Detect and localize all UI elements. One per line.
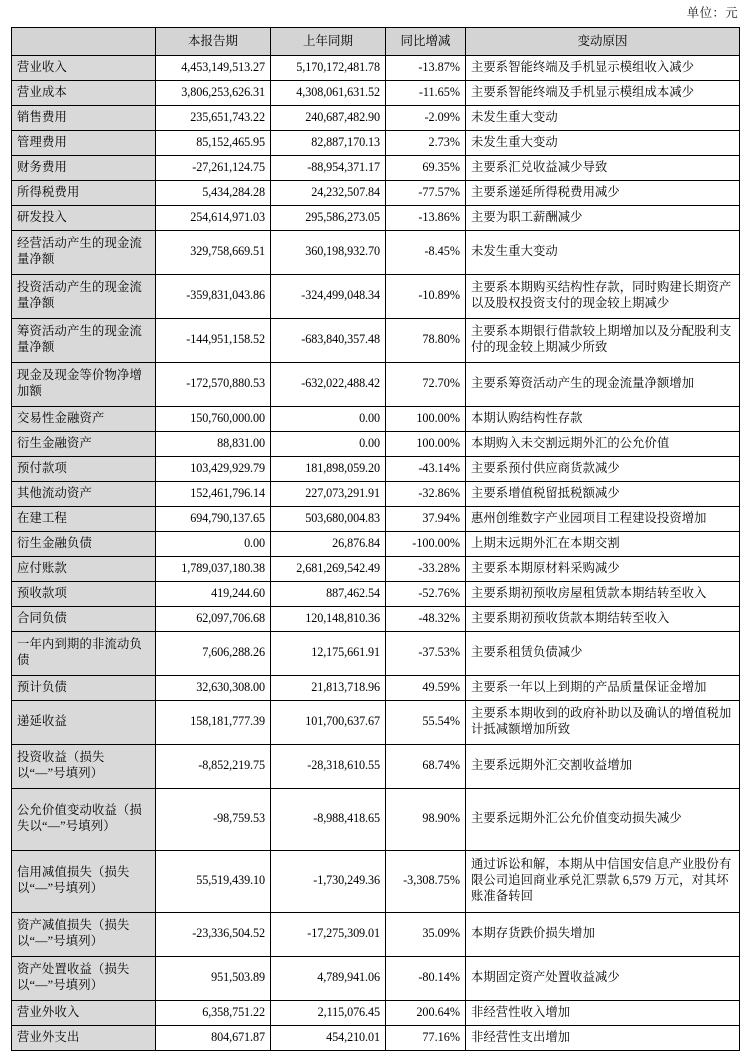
table-row — [12, 275, 740, 319]
cell-current-period: -172,570,880.53 — [156, 363, 271, 407]
cell-current-period: 62,097,706.68 — [156, 607, 271, 632]
cell-reason: 主要系远期外汇公允价值变动损失减少 — [466, 789, 740, 851]
row-label: 预付款项 — [12, 457, 156, 482]
cell-reason: 本期购入未交割远期外汇的公允价值 — [466, 432, 740, 457]
cell-current-period: 150,760,000.00 — [156, 407, 271, 432]
table-row — [12, 607, 740, 632]
row-label: 经营活动产生的现金流量净额 — [12, 231, 156, 275]
cell-reason: 主要系智能终端及手机显示模组收入减少 — [466, 56, 740, 81]
cell-reason: 主要系本期购买结构性存款，同时购建长期资产以及股权投资支付的现金较上期减少 — [466, 275, 740, 319]
cell-current-period: 32,630,308.00 — [156, 676, 271, 701]
cell-current-period: 5,434,284.28 — [156, 181, 271, 206]
cell-change-pct: -80.14% — [386, 957, 466, 1001]
table-row — [12, 557, 740, 582]
cell-change-pct: -11.65% — [386, 81, 466, 106]
table-row — [12, 701, 740, 745]
cell-current-period: 6,358,751.22 — [156, 1001, 271, 1026]
cell-prior-period: -632,022,488.42 — [271, 363, 386, 407]
table-row — [12, 457, 740, 482]
cell-change-pct: -77.57% — [386, 181, 466, 206]
table-header — [12, 28, 740, 56]
table-row — [12, 181, 740, 206]
cell-reason: 主要系远期外汇交割收益增加 — [466, 745, 740, 789]
cell-change-pct: -3,308.75% — [386, 851, 466, 913]
cell-prior-period: 181,898,059.20 — [271, 457, 386, 482]
cell-current-period: 88,831.00 — [156, 432, 271, 457]
cell-prior-period: 21,813,718.96 — [271, 676, 386, 701]
table-row — [12, 432, 740, 457]
table-row — [12, 676, 740, 701]
cell-change-pct: 72.70% — [386, 363, 466, 407]
financial-variance-table — [11, 27, 740, 1051]
table-row — [12, 106, 740, 131]
table-row — [12, 532, 740, 557]
cell-current-period: 158,181,777.39 — [156, 701, 271, 745]
cell-reason: 本期固定资产处置收益减少 — [466, 957, 740, 1001]
row-label: 资产减值损失（损失以“—”号填列） — [12, 913, 156, 957]
cell-prior-period: -8,988,418.65 — [271, 789, 386, 851]
cell-prior-period: 240,687,482.90 — [271, 106, 386, 131]
column-header-current-period: 本报告期 — [156, 28, 271, 56]
cell-change-pct: 68.74% — [386, 745, 466, 789]
row-label: 预计负债 — [12, 676, 156, 701]
cell-reason: 未发生重大变动 — [466, 106, 740, 131]
table-row — [12, 131, 740, 156]
cell-current-period: 85,152,465.95 — [156, 131, 271, 156]
cell-current-period: -144,951,158.52 — [156, 319, 271, 363]
cell-reason: 惠州创维数字产业园项目工程建设投资增加 — [466, 507, 740, 532]
cell-prior-period: 4,789,941.06 — [271, 957, 386, 1001]
cell-reason: 通过诉讼和解，本期从中信国安信息产业股份有限公司追回商业承兑汇票款 6,579 万元，对其坏账准备转回 — [466, 851, 740, 913]
cell-change-pct: 200.64% — [386, 1001, 466, 1026]
cell-change-pct: 98.90% — [386, 789, 466, 851]
cell-current-period: 804,671.87 — [156, 1026, 271, 1051]
cell-change-pct: -52.76% — [386, 582, 466, 607]
cell-prior-period: 295,586,273.05 — [271, 206, 386, 231]
cell-current-period: 694,790,137.65 — [156, 507, 271, 532]
cell-prior-period: 360,198,932.70 — [271, 231, 386, 275]
table-body — [12, 56, 740, 1051]
cell-reason: 非经营性支出增加 — [466, 1026, 740, 1051]
cell-reason: 非经营性收入增加 — [466, 1001, 740, 1026]
row-label: 衍生金融负债 — [12, 532, 156, 557]
cell-change-pct: -13.87% — [386, 56, 466, 81]
row-label: 合同负债 — [12, 607, 156, 632]
cell-prior-period: 101,700,637.67 — [271, 701, 386, 745]
cell-current-period: -27,261,124.75 — [156, 156, 271, 181]
column-header-reason: 变动原因 — [466, 28, 740, 56]
row-label: 研发投入 — [12, 206, 156, 231]
cell-reason: 主要系预付供应商货款减少 — [466, 457, 740, 482]
row-label: 在建工程 — [12, 507, 156, 532]
row-label: 销售费用 — [12, 106, 156, 131]
cell-current-period: 419,244.60 — [156, 582, 271, 607]
cell-prior-period: -28,318,610.55 — [271, 745, 386, 789]
cell-reason: 上期末远期外汇在本期交割 — [466, 532, 740, 557]
cell-reason: 未发生重大变动 — [466, 131, 740, 156]
cell-prior-period: 24,232,507.84 — [271, 181, 386, 206]
row-label: 预收款项 — [12, 582, 156, 607]
cell-current-period: 254,614,971.03 — [156, 206, 271, 231]
cell-change-pct: 77.16% — [386, 1026, 466, 1051]
table-row — [12, 482, 740, 507]
cell-reason: 主要系汇兑收益减少导致 — [466, 156, 740, 181]
row-label: 交易性金融资产 — [12, 407, 156, 432]
cell-current-period: -359,831,043.86 — [156, 275, 271, 319]
cell-prior-period: 26,876.84 — [271, 532, 386, 557]
cell-change-pct: 49.59% — [386, 676, 466, 701]
cell-reason: 主要系智能终端及手机显示模组成本减少 — [466, 81, 740, 106]
cell-prior-period: -17,275,309.01 — [271, 913, 386, 957]
cell-current-period: 329,758,669.51 — [156, 231, 271, 275]
cell-change-pct: -100.00% — [386, 532, 466, 557]
cell-reason: 主要系增值税留抵税额减少 — [466, 482, 740, 507]
table-row — [12, 582, 740, 607]
cell-prior-period: -683,840,357.48 — [271, 319, 386, 363]
cell-prior-period: 12,175,661.91 — [271, 632, 386, 676]
cell-current-period: 152,461,796.14 — [156, 482, 271, 507]
header-row — [12, 28, 740, 56]
cell-current-period: 0.00 — [156, 532, 271, 557]
cell-change-pct: 78.80% — [386, 319, 466, 363]
cell-current-period: -8,852,219.75 — [156, 745, 271, 789]
cell-change-pct: -48.32% — [386, 607, 466, 632]
cell-reason: 主要系一年以上到期的产品质量保证金增加 — [466, 676, 740, 701]
unit-note: 单位：元 — [686, 6, 738, 20]
cell-reason: 主要系期初预收货款本期结转至收入 — [466, 607, 740, 632]
cell-change-pct: -13.86% — [386, 206, 466, 231]
row-label: 所得税费用 — [12, 181, 156, 206]
cell-reason: 主要系期初预收房屋租赁款本期结转至收入 — [466, 582, 740, 607]
row-label: 管理费用 — [12, 131, 156, 156]
cell-change-pct: -10.89% — [386, 275, 466, 319]
table-row — [12, 957, 740, 1001]
cell-current-period: 3,806,253,626.31 — [156, 81, 271, 106]
cell-reason: 未发生重大变动 — [466, 231, 740, 275]
cell-prior-period: 454,210.01 — [271, 1026, 386, 1051]
cell-reason: 主要系租赁负债减少 — [466, 632, 740, 676]
cell-reason: 主要为职工薪酬减少 — [466, 206, 740, 231]
cell-prior-period: 2,115,076.45 — [271, 1001, 386, 1026]
cell-reason: 本期存货跌价损失增加 — [466, 913, 740, 957]
table-row — [12, 56, 740, 81]
table-row — [12, 319, 740, 363]
cell-change-pct: 69.35% — [386, 156, 466, 181]
row-label: 公允价值变动收益（损失以“—”号填列） — [12, 789, 156, 851]
row-label: 财务费用 — [12, 156, 156, 181]
cell-current-period: 951,503.89 — [156, 957, 271, 1001]
column-header-prior-period: 上年同期 — [271, 28, 386, 56]
cell-current-period: -98,759.53 — [156, 789, 271, 851]
row-label: 筹资活动产生的现金流量净额 — [12, 319, 156, 363]
row-label: 现金及现金等价物净增加额 — [12, 363, 156, 407]
cell-prior-period: -324,499,048.34 — [271, 275, 386, 319]
cell-current-period: 103,429,929.79 — [156, 457, 271, 482]
table-row — [12, 851, 740, 913]
table-row — [12, 81, 740, 106]
table-row — [12, 1001, 740, 1026]
cell-change-pct: -8.45% — [386, 231, 466, 275]
table-row — [12, 507, 740, 532]
cell-prior-period: 227,073,291.91 — [271, 482, 386, 507]
cell-reason: 主要系本期原材料采购减少 — [466, 557, 740, 582]
row-label: 营业收入 — [12, 56, 156, 81]
table-row — [12, 231, 740, 275]
cell-prior-period: 2,681,269,542.49 — [271, 557, 386, 582]
cell-prior-period: 0.00 — [271, 407, 386, 432]
cell-reason: 主要系本期银行借款较上期增加以及分配股利支付的现金较上期减少所致 — [466, 319, 740, 363]
cell-current-period: 55,519,439.10 — [156, 851, 271, 913]
cell-current-period: 1,789,037,180.38 — [156, 557, 271, 582]
table-row — [12, 156, 740, 181]
cell-change-pct: 37.94% — [386, 507, 466, 532]
cell-prior-period: 120,148,810.36 — [271, 607, 386, 632]
cell-change-pct: 55.54% — [386, 701, 466, 745]
cell-change-pct: -32.86% — [386, 482, 466, 507]
table-row — [12, 789, 740, 851]
cell-prior-period: 887,462.54 — [271, 582, 386, 607]
cell-current-period: -23,336,504.52 — [156, 913, 271, 957]
cell-reason: 主要系筹资活动产生的现金流量净额增加 — [466, 363, 740, 407]
cell-change-pct: -43.14% — [386, 457, 466, 482]
cell-prior-period: 0.00 — [271, 432, 386, 457]
row-label: 营业外收入 — [12, 1001, 156, 1026]
row-label: 营业外支出 — [12, 1026, 156, 1051]
table-row — [12, 407, 740, 432]
financial-table-container — [11, 27, 739, 1051]
cell-current-period: 7,606,288.26 — [156, 632, 271, 676]
table-row — [12, 632, 740, 676]
cell-current-period: 235,651,743.22 — [156, 106, 271, 131]
row-label: 信用减值损失（损失以“—”号填列） — [12, 851, 156, 913]
cell-change-pct: -33.28% — [386, 557, 466, 582]
row-label: 营业成本 — [12, 81, 156, 106]
row-label: 衍生金融资产 — [12, 432, 156, 457]
row-label: 资产处置收益（损失以“—”号填列） — [12, 957, 156, 1001]
cell-change-pct: 2.73% — [386, 131, 466, 156]
cell-change-pct: -2.09% — [386, 106, 466, 131]
cell-prior-period: 503,680,004.83 — [271, 507, 386, 532]
cell-reason: 主要系递延所得税费用减少 — [466, 181, 740, 206]
cell-reason: 本期认购结构性存款 — [466, 407, 740, 432]
cell-prior-period: 5,170,172,481.78 — [271, 56, 386, 81]
cell-reason: 主要系本期收到的政府补助以及确认的增值税加计抵减额增加所致 — [466, 701, 740, 745]
row-label: 其他流动资产 — [12, 482, 156, 507]
cell-change-pct: -37.53% — [386, 632, 466, 676]
column-header-item — [12, 28, 156, 56]
cell-change-pct: 100.00% — [386, 407, 466, 432]
row-label: 投资活动产生的现金流量净额 — [12, 275, 156, 319]
table-row — [12, 1026, 740, 1051]
table-row — [12, 913, 740, 957]
cell-prior-period: 4,308,061,631.52 — [271, 81, 386, 106]
table-row — [12, 206, 740, 231]
cell-current-period: 4,453,149,513.27 — [156, 56, 271, 81]
row-label: 一年内到期的非流动负债 — [12, 632, 156, 676]
cell-prior-period: -88,954,371.17 — [271, 156, 386, 181]
cell-prior-period: -1,730,249.36 — [271, 851, 386, 913]
row-label: 投资收益（损失以“—”号填列） — [12, 745, 156, 789]
table-row — [12, 745, 740, 789]
cell-change-pct: 100.00% — [386, 432, 466, 457]
cell-change-pct: 35.09% — [386, 913, 466, 957]
cell-prior-period: 82,887,170.13 — [271, 131, 386, 156]
row-label: 应付账款 — [12, 557, 156, 582]
table-row — [12, 363, 740, 407]
row-label: 递延收益 — [12, 701, 156, 745]
column-header-change: 同比增减 — [386, 28, 466, 56]
